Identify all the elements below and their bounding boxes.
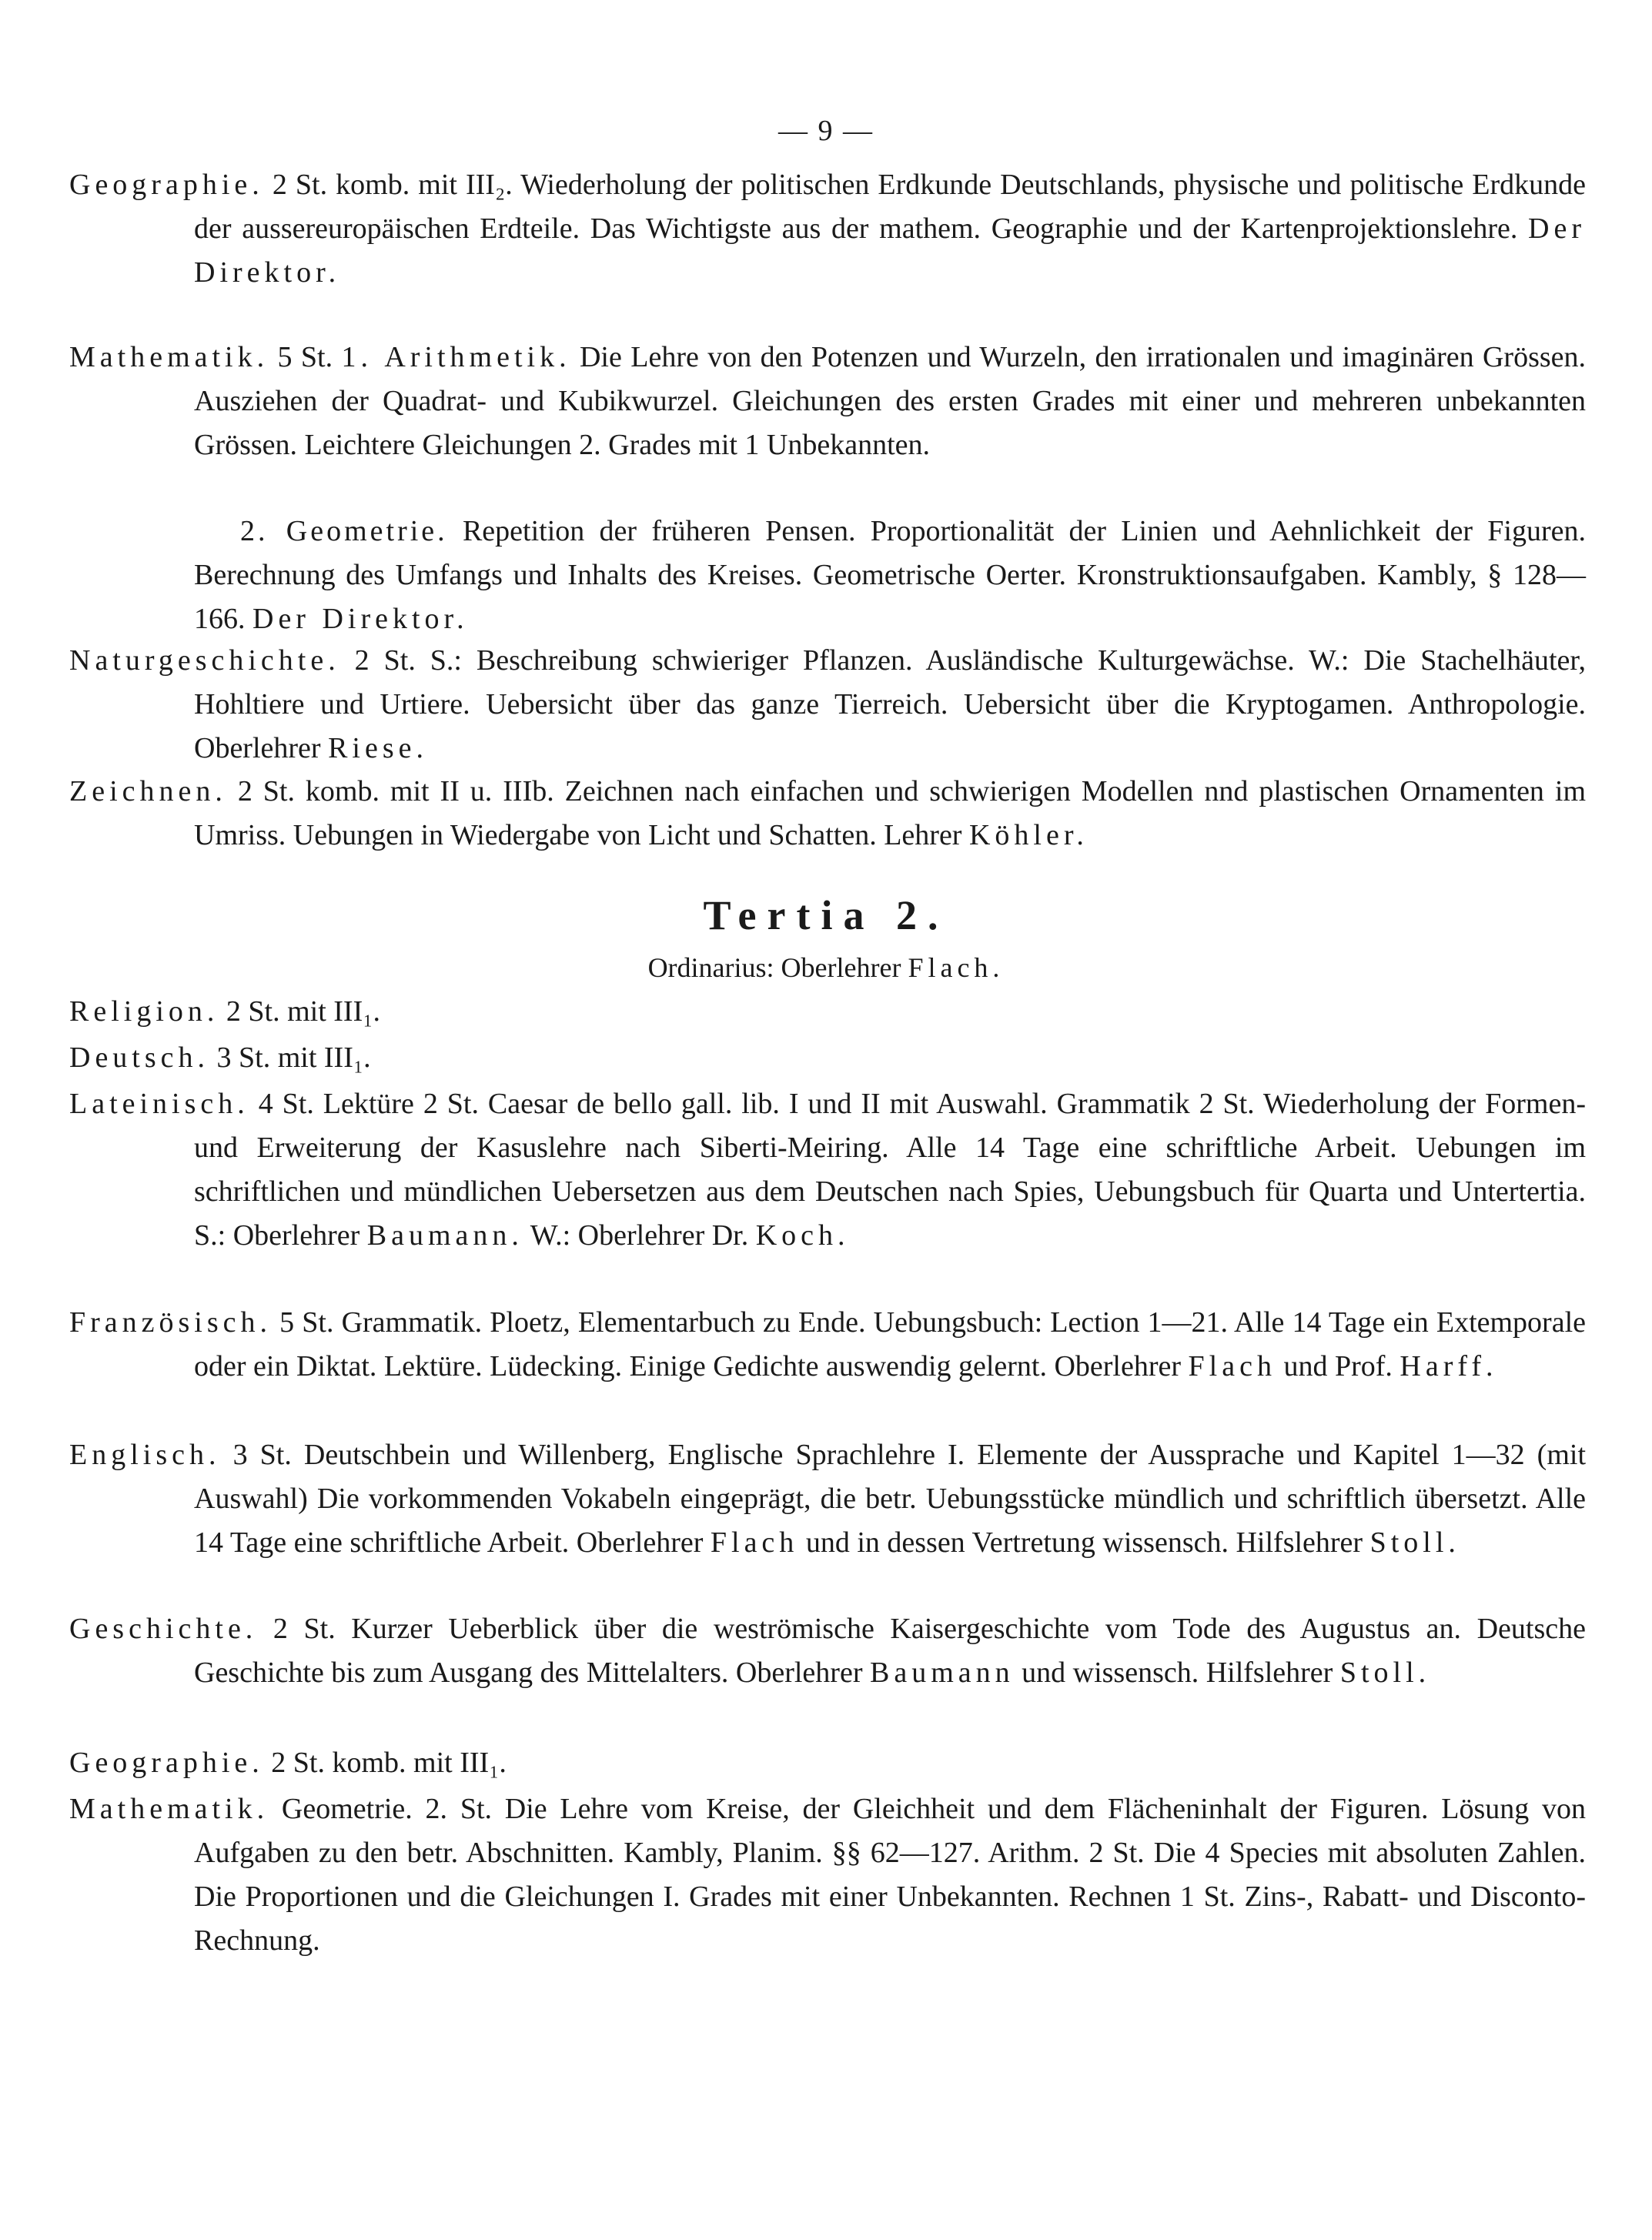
ordinarius-label: Ordinarius: Oberlehrer bbox=[647, 952, 901, 983]
subject-label: Religion. bbox=[69, 995, 219, 1028]
section-text: 2 St. komb. mit III₁. bbox=[271, 1747, 507, 1779]
teacher-name: Riese. bbox=[328, 732, 428, 764]
teacher-name: Köhler. bbox=[968, 819, 1089, 851]
section-text: Die Lehre von den Potenzen und Wurzeln, den irrationalen und imaginären Grössen. Ausziehen der Quadrat- und Kubikwurzel. Gleichungen des ersten Grades mit einer und mehreren unbekannten Grössen. Leichtere Gleichungen 2. Grades mit 1 Unbekannten. bbox=[194, 341, 1587, 461]
teacher-name: Stoll. bbox=[1369, 1526, 1460, 1559]
teacher-name: Koch. bbox=[755, 1219, 850, 1252]
teacher-name: Flach bbox=[710, 1526, 799, 1559]
subject-label: Deutsch. bbox=[69, 1041, 210, 1074]
section-text: 2 St. komb. mit III₂. Wiederholung der politischen Erdkunde Deutschlands, physische und politische Erdkunde der aussereuropäischen Erdteile. Das Wichtigste aus der mathem. Geographie und der Kartenprojektionslehre. bbox=[194, 169, 1586, 245]
section-geschichte bbox=[69, 1607, 1586, 1695]
section-englisch bbox=[69, 1433, 1586, 1565]
section-geographie bbox=[69, 163, 1586, 295]
section-text: 2 St. Kurzer Ueberblick über die weströmische Kaisergeschichte vom Tode des Augustus an. Deutsche Geschichte bis zum Ausgang des Mittelalters. Oberlehrer bbox=[194, 1613, 1586, 1689]
teacher-name: Baumann. bbox=[366, 1219, 523, 1252]
section-text: 4 St. Lektüre 2 St. Caesar de bello gall. lib. I und II mit Auswahl. Grammatik 2 St. Wiederholung der Formen- und Erweiterung der Kasuslehre nach Siberti-Meiring. Alle 14 Tage eine schriftliche Arbeit. Uebungen im schriftlichen und mündlichen Uebersetzen aus dem Deutschen nach Spies, Uebungsbuch für Quarta und Untertertia. S.: Oberlehrer bbox=[194, 1088, 1587, 1252]
ordinarius-line bbox=[0, 951, 1652, 984]
section-geometrie bbox=[69, 510, 1586, 641]
section-text: und wissensch. Hilfslehrer bbox=[1022, 1657, 1333, 1689]
section-text: und in dessen Vertretung wissensch. Hilfslehrer bbox=[805, 1526, 1363, 1559]
section-text: 2 St. komb. mit II u. IIIb. Zeichnen nach einfachen und schwierigen Modellen nnd plastischen Ornamenten im Umriss. Uebungen in Wiedergabe von Licht und Schatten. Lehrer bbox=[194, 775, 1586, 851]
section-text: 2 St. S.: Beschreibung schwieriger Pflanzen. Ausländische Kulturgewächse. W.: Die Stachelhäuter, Hohltiere und Urtiere. Uebersicht über das ganze Tierreich. Uebersicht über die Kryptogamen. Anthropologie. Oberlehrer bbox=[194, 644, 1586, 764]
section-naturgeschichte bbox=[69, 639, 1586, 771]
section-text: 2 St. mit III₁. bbox=[226, 995, 380, 1028]
section-mathematik-2 bbox=[69, 1787, 1586, 1963]
ordinarius-name: Flach. bbox=[908, 952, 1005, 983]
teacher-name: Der Direktor. bbox=[194, 212, 1586, 289]
subject-label: Französisch. bbox=[69, 1306, 273, 1339]
teacher-name: Flach bbox=[1188, 1350, 1276, 1382]
subject-label: Geographie. bbox=[69, 169, 264, 201]
teacher-name: Der Direktor. bbox=[252, 603, 469, 635]
sub-label: 1. Arithmetik. bbox=[341, 341, 571, 373]
section-text: und Prof. bbox=[1283, 1350, 1393, 1382]
section-lateinisch bbox=[69, 1082, 1586, 1258]
section-mathematik bbox=[69, 336, 1586, 467]
section-text: 3 St. mit III₁. bbox=[216, 1041, 371, 1074]
subject-label: Geographie. bbox=[69, 1747, 264, 1779]
section-zeichnen bbox=[69, 770, 1586, 858]
class-heading: Tertia 2. bbox=[703, 892, 949, 938]
subject-label: Zeichnen. bbox=[69, 775, 227, 807]
subject-label: Geschichte. bbox=[69, 1613, 258, 1645]
section-text: W.: Oberlehrer Dr. bbox=[530, 1219, 749, 1252]
section-religion bbox=[69, 990, 1586, 1034]
section-franzoesisch bbox=[69, 1301, 1586, 1389]
subject-label: Mathematik. bbox=[69, 1793, 269, 1825]
subject-label: Naturgeschichte. bbox=[69, 644, 340, 677]
section-text: 3 St. Deutschbein und Willenberg, Englische Sprachlehre I. Elemente der Aussprache und Kapitel 1—32 (mit Auswahl) Die vorkommenden Vokabeln eingeprägt, die betr. Uebungsstücke mündlich und schriftlich übersetzt. Alle 14 Tage eine schriftliche Arbeit. Oberlehrer bbox=[194, 1439, 1586, 1559]
teacher-name: Stoll. bbox=[1339, 1657, 1431, 1689]
section-text: 5 St. Grammatik. Ploetz, Elementarbuch zu Ende. Uebungsbuch: Lection 1—21. Alle 14 Tage ein Extemporale oder ein Diktat. Lektüre. Lüdecking. Einige Gedichte auswendig gelernt. Oberlehrer bbox=[194, 1306, 1586, 1382]
subject-label: Mathematik. bbox=[69, 341, 269, 373]
page-number: — 9 — bbox=[778, 115, 874, 147]
section-deutsch bbox=[69, 1036, 1586, 1080]
subject-label: Lateinisch. bbox=[69, 1088, 249, 1120]
section-text: 5 St. bbox=[277, 341, 342, 373]
section-geographie-2 bbox=[69, 1741, 1586, 1785]
section-text: Geometrie. 2. St. Die Lehre vom Kreise, der Gleichheit und dem Flächeninhalt der Figuren. Lösung von Aufgaben zu den betr. Abschnitten. Kambly, Planim. §§ 62—127. Arithm. 2 St. Die 4 Species mit absoluten Zahlen. Die Proportionen und die Gleichungen I. Grades mit einer Unbekannten. Rechnen 1 St. Zins-, Rabatt- und Disconto-Rechnung. bbox=[194, 1793, 1586, 1957]
subject-label: Englisch. bbox=[69, 1439, 221, 1471]
sub-label: 2. Geometrie. bbox=[240, 515, 448, 547]
teacher-name: Harff. bbox=[1400, 1350, 1498, 1382]
teacher-name: Baumann bbox=[869, 1657, 1015, 1689]
section-text: Repetition der früheren Pensen. Proportionalität der Linien und Aehnlichkeit der Figuren. Berechnung des Umfangs und Inhalts des Kreises. Geometrische Oerter. Kronstruktionsaufgaben. Kambly, § 128—166. bbox=[194, 515, 1587, 635]
